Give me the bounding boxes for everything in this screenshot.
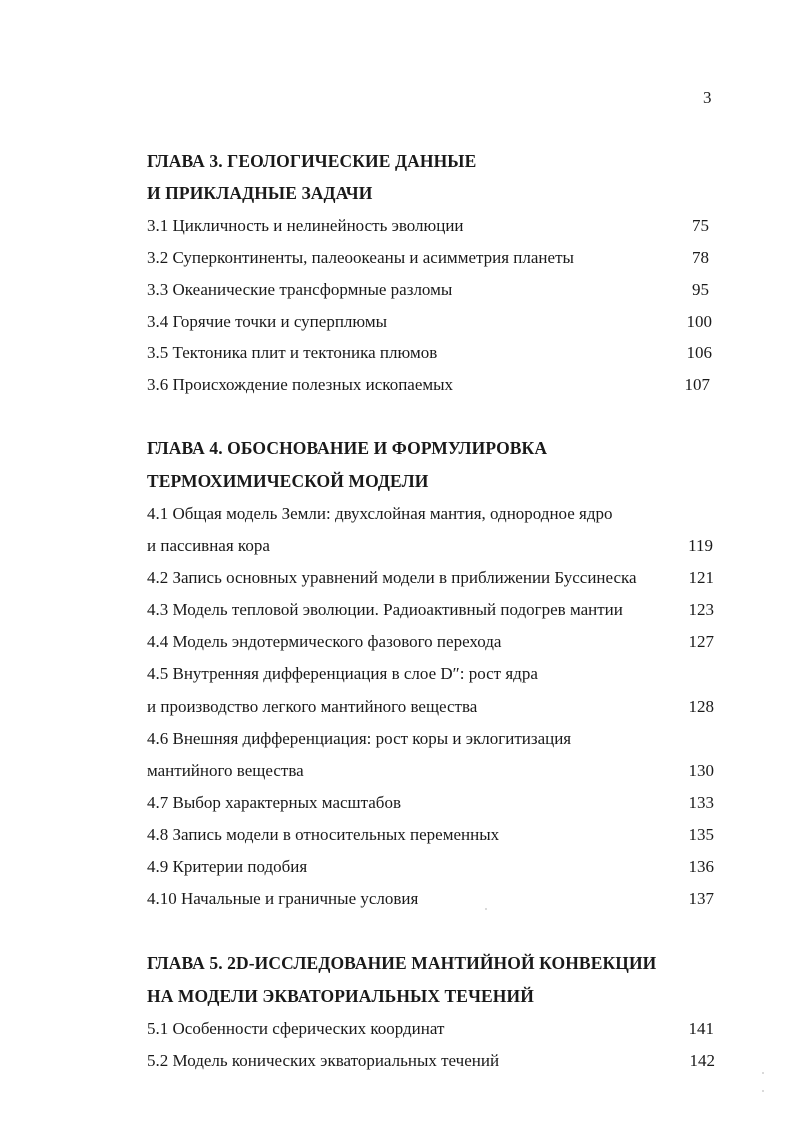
toc-entry-page: 100 [686, 312, 712, 331]
toc-entry-text-line2: и производство легкого мантийного вещества [147, 697, 478, 716]
toc-entry-page: 123 [688, 600, 714, 619]
toc-entry-text: 3.5 Тектоника плит и тектоника плюмов [147, 343, 438, 362]
chapter5-title-line2: НА МОДЕЛИ ЭКВАТОРИАЛЬНЫХ ТЕЧЕНИЙ [147, 986, 534, 1006]
toc-entry-page: 136 [688, 857, 714, 876]
toc-entry-text: 3.2 Суперконтиненты, палеоокеаны и асимметрия планеты [147, 248, 574, 267]
toc-entry-page: 142 [689, 1051, 715, 1070]
toc-entry-text: 5.2 Модель конических экваториальных течений [147, 1051, 500, 1070]
toc-entry-text: 4.7 Выбор характерных масштабов [147, 793, 401, 812]
toc-entry-page: 135 [688, 825, 714, 844]
toc-entry-text: 3.4 Горячие точки и суперплюмы [147, 312, 388, 331]
chapter4-title-line1: ГЛАВА 4. ОБОСНОВАНИЕ И ФОРМУЛИРОВКА [147, 438, 548, 458]
toc-entry-text: 4.4 Модель эндотермического фазового перехода [147, 632, 502, 651]
chapter4-title-line2: ТЕРМОХИМИЧЕСКОЙ МОДЕЛИ [147, 471, 429, 491]
toc-entry-page: 137 [688, 889, 714, 908]
toc-entry-page: 119 [688, 536, 713, 555]
page-number: 3 [703, 88, 712, 107]
toc-entry-text: 4.2 Запись основных уравнений модели в приближении Буссинеска [147, 568, 637, 587]
toc-entry-page: 75 [692, 216, 709, 235]
toc-entry-page: 141 [688, 1019, 714, 1038]
toc-entry-page: 127 [688, 632, 714, 651]
toc-entry-text: 4.8 Запись модели в относительных переменных [147, 825, 500, 844]
toc-entry-text-line1: 4.1 Общая модель Земли: двухслойная мантия, однородное ядро [147, 504, 613, 523]
toc-entry-text: 4.3 Модель тепловой эволюции. Радиоактивный подогрев мантии [147, 600, 623, 619]
toc-entry-page: 128 [688, 697, 714, 716]
toc-entry-text: 4.9 Критерии подобия [147, 857, 308, 876]
toc-entry-text: 3.3 Океанические трансформные разломы [147, 280, 453, 299]
toc-entry-page: 130 [688, 761, 714, 780]
scan-speck [762, 1090, 764, 1092]
toc-entry-text-line2: и пассивная кора [147, 536, 270, 555]
toc-entry-text-line1: 4.6 Внешняя дифференциация: рост коры и эклогитизация [147, 729, 572, 748]
toc-entry-page: 121 [688, 568, 714, 587]
toc-entry-text: 3.6 Происхождение полезных ископаемых [147, 375, 454, 394]
toc-entry-page: 133 [688, 793, 714, 812]
toc-entry-text: 3.1 Цикличность и нелинейность эволюции [147, 216, 464, 235]
scan-speck [762, 1072, 764, 1074]
toc-entry-text: 4.10 Начальные и граничные условия [147, 889, 419, 908]
toc-entry-text: 5.1 Особенности сферических координат [147, 1019, 445, 1038]
toc-entry-page: 95 [692, 280, 709, 299]
toc-entry-page: 107 [684, 375, 710, 394]
scan-speck [485, 908, 487, 910]
chapter5-title-line1: ГЛАВА 5. 2D-ИССЛЕДОВАНИЕ МАНТИЙНОЙ КОНВЕКЦИИ [147, 953, 657, 973]
toc-entry-page: 106 [686, 343, 712, 362]
toc-entry-text-line1: 4.5 Внутренняя дифференциация в слое D″: рост ядра [147, 664, 538, 683]
toc-entry-text-line2: мантийного вещества [147, 761, 304, 780]
chapter3-title-line2: И ПРИКЛАДНЫЕ ЗАДАЧИ [147, 183, 373, 203]
toc-entry-page: 78 [692, 248, 709, 267]
chapter3-title-line1: ГЛАВА 3. ГЕОЛОГИЧЕСКИЕ ДАННЫЕ [147, 151, 477, 171]
